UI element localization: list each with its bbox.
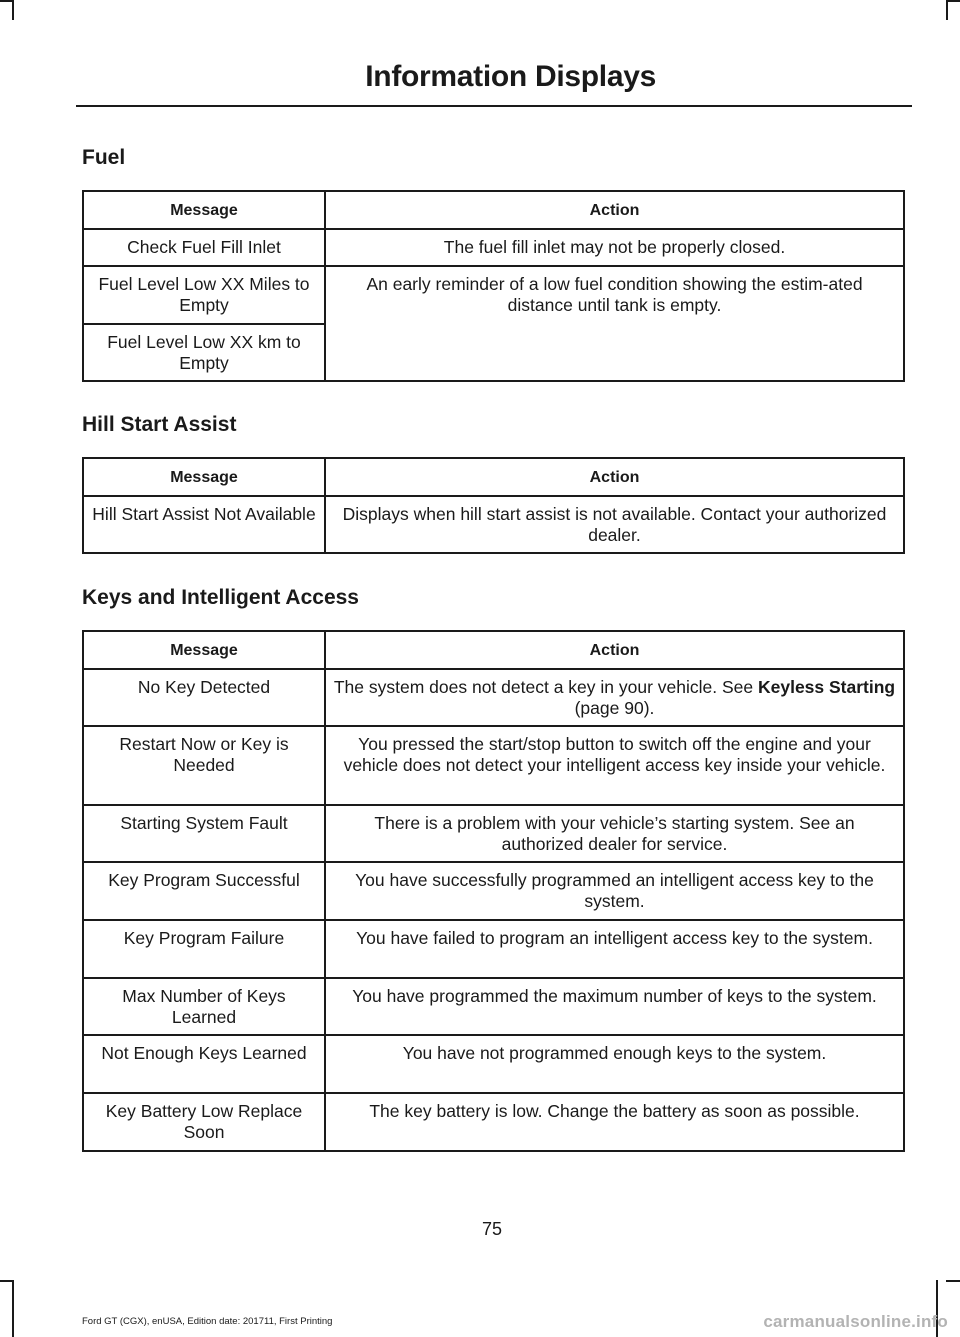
table-row [83,496,904,553]
column-header-message: Message [83,458,325,496]
action-cell: You have programmed the maximum number of keys to the system. [325,978,904,1035]
crop-mark [946,1280,960,1282]
page-title: Information Displays [365,60,656,93]
message-cell: Starting System Fault [83,805,325,862]
message-cell: Key Battery Low Replace Soon [83,1093,325,1151]
message-cell: Restart Now or Key is Needed [83,726,325,805]
action-text: The system does not detect a key in your vehicle. See [333,677,758,697]
keyless-starting-link[interactable]: Keyless Starting [757,677,896,697]
message-cell: Key Program Successful [83,862,325,920]
page-reference: (page 90). [574,698,655,718]
message-cell: Max Number of Keys Learned [83,978,325,1035]
column-header-action: Action [325,458,904,496]
table-header-row [83,631,904,669]
table-row [83,920,904,978]
section-title-keys: Keys and Intelligent Access [82,586,359,609]
table-row [83,805,904,862]
edition-footer: Ford GT (CGX), enUSA, Edition date: 201711, First Printing [82,1316,333,1327]
action-cell: There is a problem with your vehicle’s starting system. See an authorized dealer for service. [325,805,904,862]
message-cell: Hill Start Assist Not Available [83,496,325,553]
header-rule [76,105,912,107]
section-title-fuel: Fuel [82,146,126,169]
action-cell: Displays when hill start assist is not available. Contact your authorized dealer. [325,496,904,553]
table-header-row [83,191,904,229]
message-cell: Fuel Level Low XX km to Empty [83,324,325,381]
column-header-message: Message [83,631,325,669]
action-cell: You have not programmed enough keys to the system. [325,1035,904,1093]
action-cell: You have failed to program an intelligent access key to the system. [325,920,904,978]
table-row [83,726,904,805]
column-header-action: Action [325,191,904,229]
action-cell: You pressed the start/stop button to switch off the engine and your vehicle does not detect your intelligent access key inside your vehicle. [325,726,904,805]
message-cell: Not Enough Keys Learned [83,1035,325,1093]
action-cell: The fuel fill inlet may not be properly closed. [325,229,904,266]
hill-start-assist-table [82,457,905,554]
table-row [83,266,904,324]
table-row [83,229,904,266]
message-cell: Check Fuel Fill Inlet [83,229,325,266]
table-row [83,1093,904,1151]
crop-mark [12,0,14,20]
table-row [83,669,904,726]
action-cell [325,669,904,726]
page-number: 75 [481,1219,503,1239]
fuel-table [82,190,905,382]
keys-table [82,630,905,1152]
table-row [83,1035,904,1093]
section-title-hill-start-assist: Hill Start Assist [82,413,237,436]
table-header-row [83,458,904,496]
action-cell: The key battery is low. Change the battery as soon as possible. [325,1093,904,1151]
crop-mark [12,1280,14,1337]
action-cell: You have successfully programmed an intelligent access key to the system. [325,862,904,920]
message-cell: Key Program Failure [83,920,325,978]
message-cell: No Key Detected [83,669,325,726]
message-cell: Fuel Level Low XX Miles to Empty [83,266,325,324]
watermark: carmanualsonline.info [763,1312,948,1331]
table-row [83,978,904,1035]
column-header-message: Message [83,191,325,229]
action-cell: An early reminder of a low fuel condition showing the estim-ated distance until tank is empty. [325,266,904,381]
column-header-action: Action [325,631,904,669]
crop-mark [946,0,960,2]
crop-mark [946,0,948,20]
table-row [83,862,904,920]
